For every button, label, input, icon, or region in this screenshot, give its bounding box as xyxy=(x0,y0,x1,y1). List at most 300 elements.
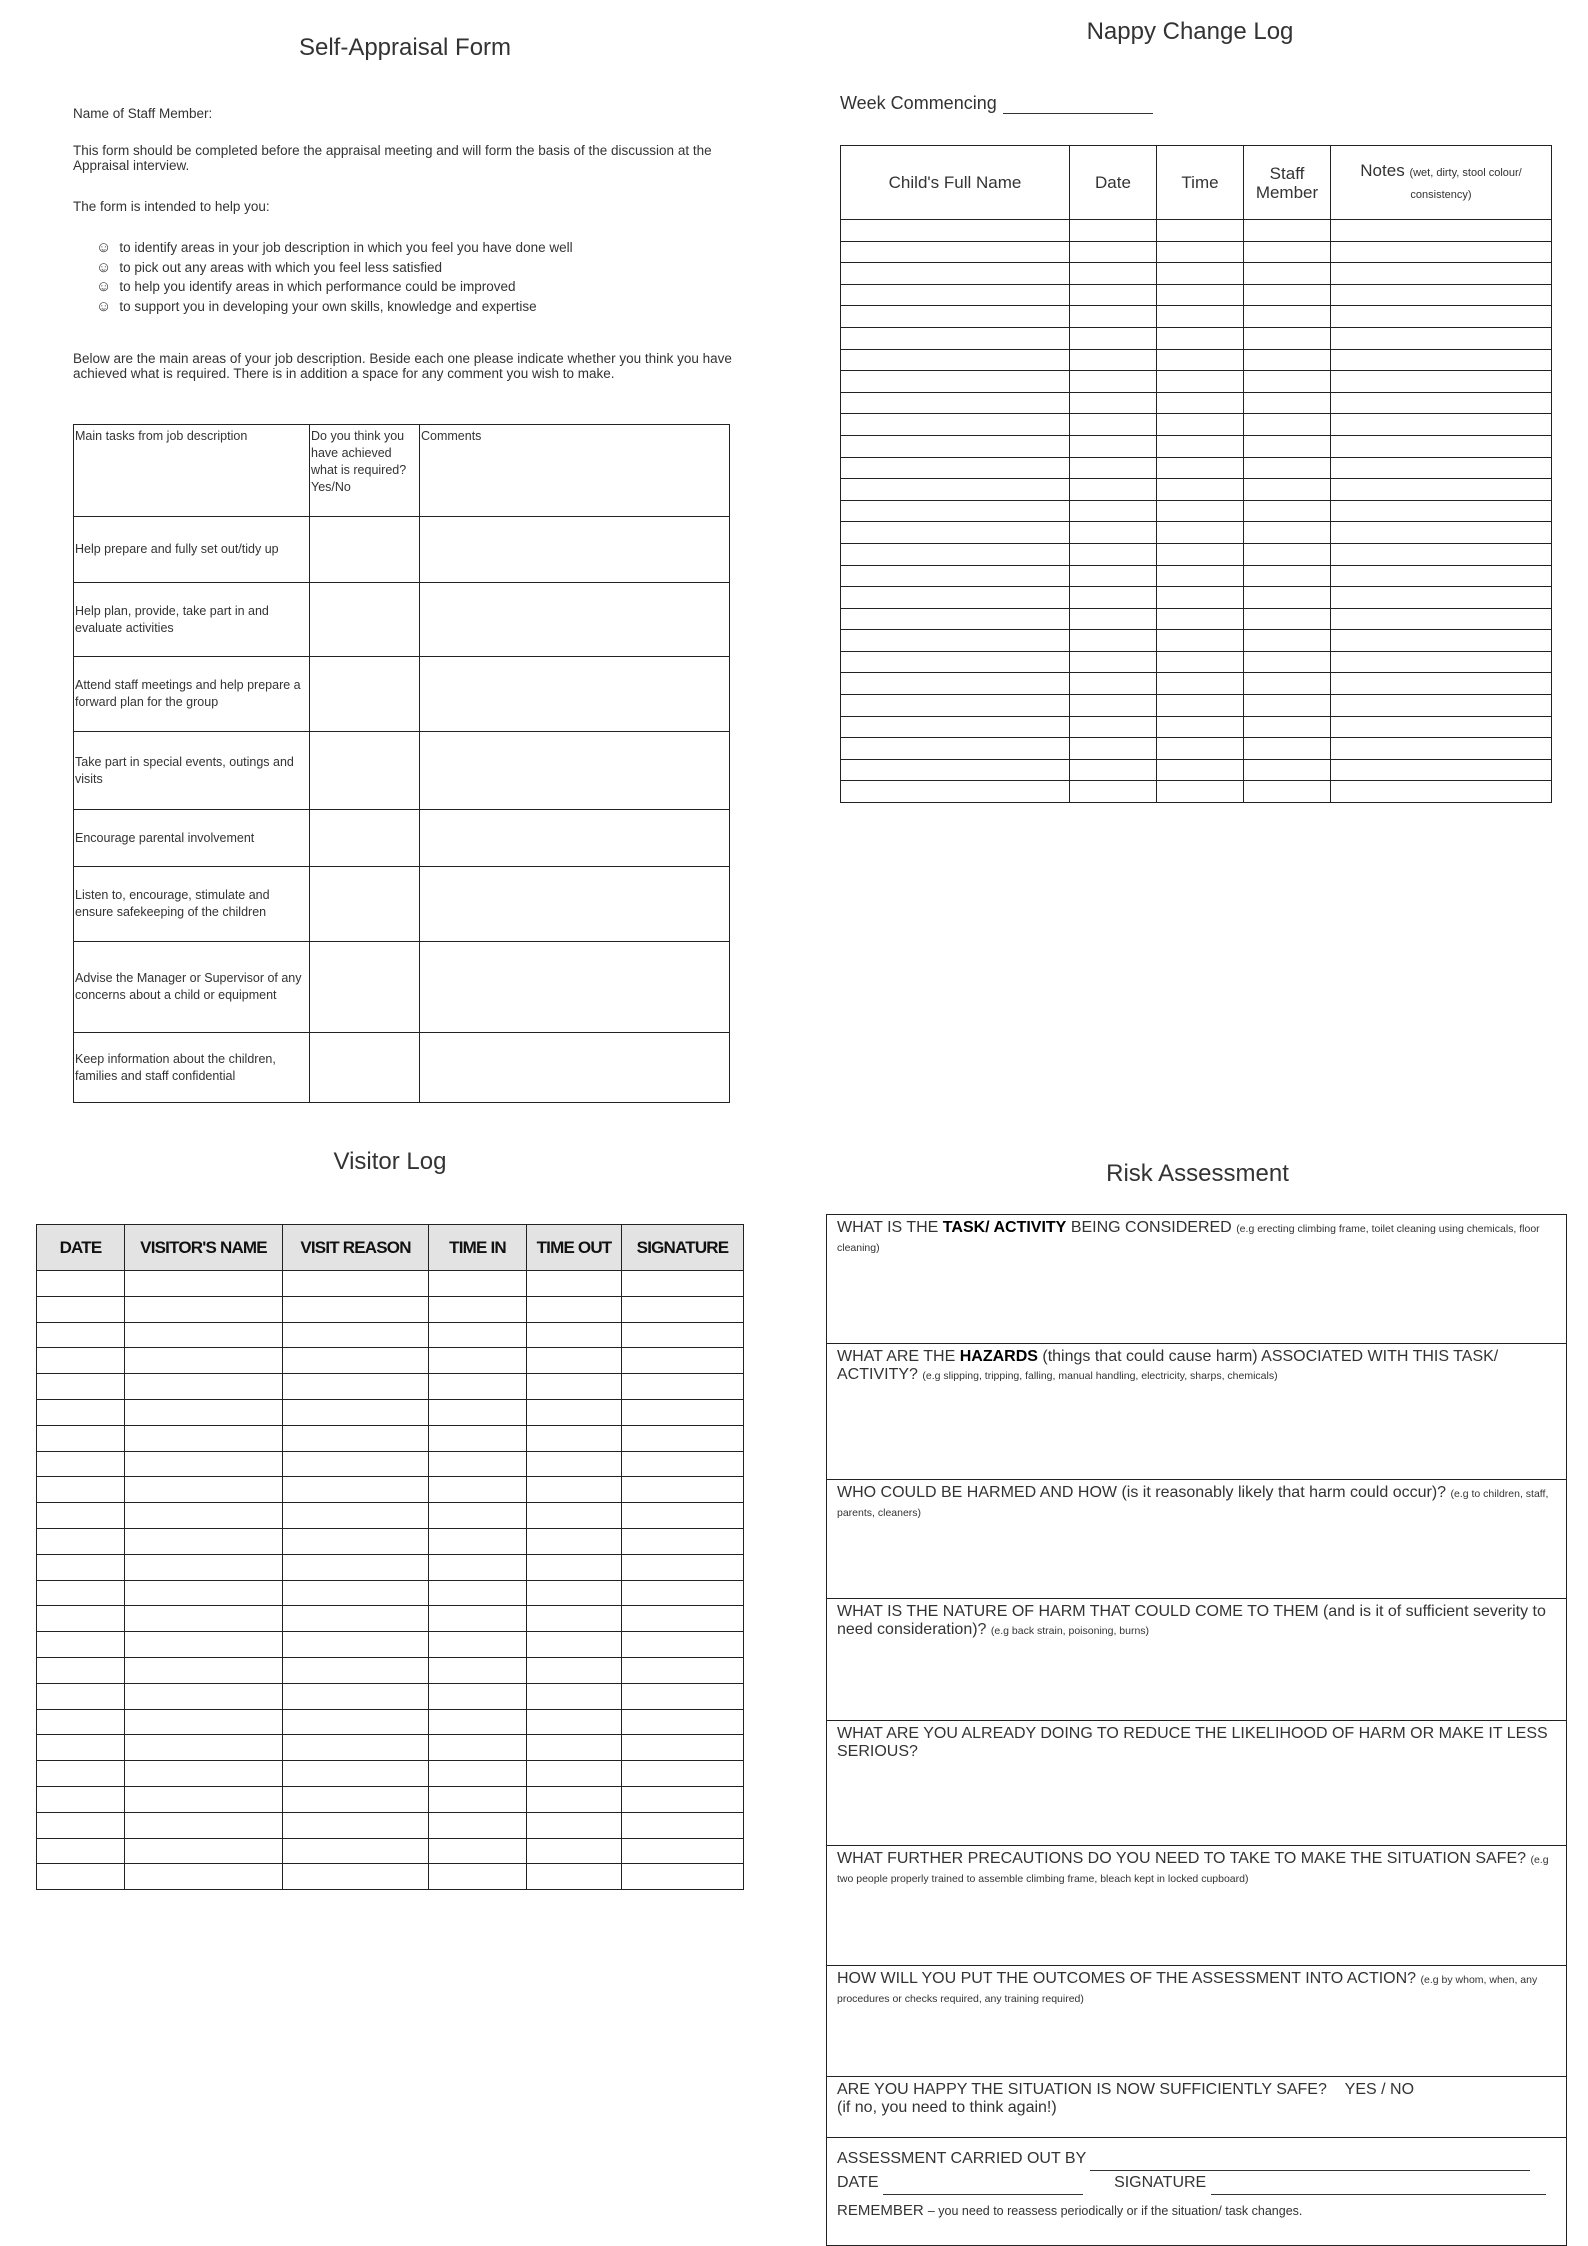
table-cell[interactable] xyxy=(283,1632,429,1658)
table-cell[interactable] xyxy=(622,1271,744,1297)
table-cell[interactable] xyxy=(1070,500,1157,522)
week-commencing-field[interactable] xyxy=(1003,95,1153,114)
table-cell[interactable] xyxy=(1157,306,1244,328)
table-cell[interactable] xyxy=(283,1503,429,1529)
table-cell[interactable] xyxy=(1331,695,1552,717)
table-cell[interactable] xyxy=(125,1864,283,1890)
signature-field[interactable] xyxy=(1211,2178,1546,2195)
table-cell[interactable] xyxy=(37,1554,125,1580)
table-cell[interactable] xyxy=(527,1271,622,1297)
table-cell[interactable] xyxy=(37,1864,125,1890)
table-cell[interactable] xyxy=(1070,738,1157,760)
table-cell[interactable] xyxy=(429,1451,527,1477)
table-cell[interactable] xyxy=(841,435,1070,457)
table-cell[interactable] xyxy=(37,1606,125,1632)
table-cell[interactable] xyxy=(841,651,1070,673)
table-cell[interactable] xyxy=(1157,479,1244,501)
table-cell[interactable] xyxy=(429,1683,527,1709)
comment-cell[interactable] xyxy=(420,810,730,867)
table-cell[interactable] xyxy=(527,1735,622,1761)
table-cell[interactable] xyxy=(1157,543,1244,565)
table-cell[interactable] xyxy=(1331,522,1552,544)
table-cell[interactable] xyxy=(1331,543,1552,565)
table-cell[interactable] xyxy=(429,1399,527,1425)
table-cell[interactable] xyxy=(283,1296,429,1322)
table-cell[interactable] xyxy=(527,1296,622,1322)
table-cell[interactable] xyxy=(125,1399,283,1425)
table-cell[interactable] xyxy=(1244,543,1331,565)
table-cell[interactable] xyxy=(622,1425,744,1451)
table-cell[interactable] xyxy=(622,1657,744,1683)
table-cell[interactable] xyxy=(1070,651,1157,673)
table-cell[interactable] xyxy=(527,1864,622,1890)
table-cell[interactable] xyxy=(1244,630,1331,652)
achieved-cell[interactable] xyxy=(310,810,420,867)
table-cell[interactable] xyxy=(1070,587,1157,609)
table-cell[interactable] xyxy=(429,1477,527,1503)
table-cell[interactable] xyxy=(841,738,1070,760)
table-cell[interactable] xyxy=(1070,457,1157,479)
table-cell[interactable] xyxy=(1157,522,1244,544)
table-cell[interactable] xyxy=(622,1761,744,1787)
table-cell[interactable] xyxy=(1157,759,1244,781)
table-cell[interactable] xyxy=(37,1657,125,1683)
table-cell[interactable] xyxy=(1331,241,1552,263)
table-cell[interactable] xyxy=(37,1838,125,1864)
table-cell[interactable] xyxy=(1331,500,1552,522)
table-cell[interactable] xyxy=(1244,349,1331,371)
table-cell[interactable] xyxy=(1157,284,1244,306)
table-cell[interactable] xyxy=(1070,435,1157,457)
table-cell[interactable] xyxy=(283,1477,429,1503)
table-cell[interactable] xyxy=(1157,435,1244,457)
table-cell[interactable] xyxy=(1157,738,1244,760)
table-cell[interactable] xyxy=(1157,716,1244,738)
table-cell[interactable] xyxy=(1157,349,1244,371)
table-cell[interactable] xyxy=(429,1709,527,1735)
table-cell[interactable] xyxy=(1331,306,1552,328)
table-cell[interactable] xyxy=(1157,263,1244,285)
table-cell[interactable] xyxy=(283,1554,429,1580)
comment-cell[interactable] xyxy=(420,583,730,657)
table-cell[interactable] xyxy=(1070,673,1157,695)
task-activity-section[interactable]: WHAT IS THE TASK/ ACTIVITY BEING CONSIDERED (e.g erecting climbing frame, toilet cleaning using chemicals, floor cleaning) xyxy=(827,1215,1566,1344)
table-cell[interactable] xyxy=(283,1657,429,1683)
table-cell[interactable] xyxy=(1070,284,1157,306)
table-cell[interactable] xyxy=(622,1632,744,1658)
table-cell[interactable] xyxy=(1244,673,1331,695)
table-cell[interactable] xyxy=(1070,392,1157,414)
table-cell[interactable] xyxy=(1157,651,1244,673)
table-cell[interactable] xyxy=(283,1451,429,1477)
table-cell[interactable] xyxy=(622,1683,744,1709)
table-cell[interactable] xyxy=(37,1425,125,1451)
table-cell[interactable] xyxy=(1244,263,1331,285)
table-cell[interactable] xyxy=(1070,630,1157,652)
table-cell[interactable] xyxy=(125,1838,283,1864)
table-cell[interactable] xyxy=(429,1606,527,1632)
table-cell[interactable] xyxy=(37,1503,125,1529)
table-cell[interactable] xyxy=(1244,479,1331,501)
table-cell[interactable] xyxy=(527,1348,622,1374)
further-precautions-section[interactable]: WHAT FURTHER PRECAUTIONS DO YOU NEED TO TAKE TO MAKE THE SITUATION SAFE? (e.g two people properly trained to assemble climbing frame, bleach kept in locked cupboard) xyxy=(827,1846,1566,1966)
table-cell[interactable] xyxy=(527,1812,622,1838)
achieved-cell[interactable] xyxy=(310,1033,420,1103)
table-cell[interactable] xyxy=(527,1451,622,1477)
table-cell[interactable] xyxy=(841,608,1070,630)
table-cell[interactable] xyxy=(527,1580,622,1606)
table-cell[interactable] xyxy=(283,1735,429,1761)
table-cell[interactable] xyxy=(125,1580,283,1606)
table-cell[interactable] xyxy=(1244,306,1331,328)
table-cell[interactable] xyxy=(1157,781,1244,803)
table-cell[interactable] xyxy=(37,1812,125,1838)
table-cell[interactable] xyxy=(429,1322,527,1348)
table-cell[interactable] xyxy=(622,1399,744,1425)
table-cell[interactable] xyxy=(841,392,1070,414)
table-cell[interactable] xyxy=(125,1296,283,1322)
table-cell[interactable] xyxy=(527,1632,622,1658)
table-cell[interactable] xyxy=(1157,241,1244,263)
table-cell[interactable] xyxy=(527,1477,622,1503)
table-cell[interactable] xyxy=(37,1761,125,1787)
table-cell[interactable] xyxy=(527,1657,622,1683)
table-cell[interactable] xyxy=(429,1348,527,1374)
table-cell[interactable] xyxy=(1157,327,1244,349)
comment-cell[interactable] xyxy=(420,942,730,1033)
table-cell[interactable] xyxy=(622,1864,744,1890)
table-cell[interactable] xyxy=(429,1374,527,1400)
table-cell[interactable] xyxy=(283,1683,429,1709)
table-cell[interactable] xyxy=(283,1786,429,1812)
table-cell[interactable] xyxy=(125,1348,283,1374)
table-cell[interactable] xyxy=(527,1528,622,1554)
table-cell[interactable] xyxy=(1331,349,1552,371)
table-cell[interactable] xyxy=(37,1348,125,1374)
table-cell[interactable] xyxy=(283,1864,429,1890)
table-cell[interactable] xyxy=(622,1348,744,1374)
table-cell[interactable] xyxy=(125,1322,283,1348)
table-cell[interactable] xyxy=(1331,327,1552,349)
table-cell[interactable] xyxy=(125,1451,283,1477)
table-cell[interactable] xyxy=(527,1606,622,1632)
table-cell[interactable] xyxy=(1244,414,1331,436)
table-cell[interactable] xyxy=(1157,414,1244,436)
table-cell[interactable] xyxy=(283,1580,429,1606)
table-cell[interactable] xyxy=(1157,500,1244,522)
table-cell[interactable] xyxy=(125,1709,283,1735)
table-cell[interactable] xyxy=(429,1786,527,1812)
table-cell[interactable] xyxy=(1244,738,1331,760)
table-cell[interactable] xyxy=(429,1838,527,1864)
table-cell[interactable] xyxy=(1331,781,1552,803)
table-cell[interactable] xyxy=(1157,565,1244,587)
table-cell[interactable] xyxy=(1070,479,1157,501)
table-cell[interactable] xyxy=(527,1554,622,1580)
table-cell[interactable] xyxy=(37,1735,125,1761)
table-cell[interactable] xyxy=(1244,392,1331,414)
table-cell[interactable] xyxy=(37,1271,125,1297)
table-cell[interactable] xyxy=(841,759,1070,781)
current-controls-section[interactable]: WHAT ARE YOU ALREADY DOING TO REDUCE THE LIKELIHOOD OF HARM OR MAKE IT LESS SERIOUS? xyxy=(827,1721,1566,1846)
table-cell[interactable] xyxy=(841,630,1070,652)
table-cell[interactable] xyxy=(841,673,1070,695)
table-cell[interactable] xyxy=(37,1528,125,1554)
table-cell[interactable] xyxy=(841,500,1070,522)
achieved-cell[interactable] xyxy=(310,583,420,657)
table-cell[interactable] xyxy=(429,1812,527,1838)
table-cell[interactable] xyxy=(527,1709,622,1735)
comment-cell[interactable] xyxy=(420,657,730,732)
table-cell[interactable] xyxy=(1331,457,1552,479)
table-cell[interactable] xyxy=(841,543,1070,565)
table-cell[interactable] xyxy=(622,1735,744,1761)
table-cell[interactable] xyxy=(1157,630,1244,652)
yes-no-options[interactable]: YES / NO xyxy=(1344,2081,1415,2098)
date-field[interactable] xyxy=(883,2178,1083,2195)
table-cell[interactable] xyxy=(622,1606,744,1632)
table-cell[interactable] xyxy=(1244,565,1331,587)
table-cell[interactable] xyxy=(283,1812,429,1838)
table-cell[interactable] xyxy=(1244,587,1331,609)
table-cell[interactable] xyxy=(527,1322,622,1348)
table-cell[interactable] xyxy=(841,220,1070,242)
table-cell[interactable] xyxy=(1070,608,1157,630)
table-cell[interactable] xyxy=(429,1735,527,1761)
table-cell[interactable] xyxy=(1070,695,1157,717)
table-cell[interactable] xyxy=(1331,565,1552,587)
table-cell[interactable] xyxy=(1244,716,1331,738)
table-cell[interactable] xyxy=(841,522,1070,544)
table-cell[interactable] xyxy=(1331,435,1552,457)
table-cell[interactable] xyxy=(841,327,1070,349)
table-cell[interactable] xyxy=(1331,284,1552,306)
table-cell[interactable] xyxy=(1157,371,1244,393)
table-cell[interactable] xyxy=(125,1735,283,1761)
table-cell[interactable] xyxy=(1070,371,1157,393)
table-cell[interactable] xyxy=(622,1580,744,1606)
table-cell[interactable] xyxy=(1244,284,1331,306)
table-cell[interactable] xyxy=(37,1632,125,1658)
comment-cell[interactable] xyxy=(420,1033,730,1103)
table-cell[interactable] xyxy=(841,284,1070,306)
table-cell[interactable] xyxy=(841,716,1070,738)
table-cell[interactable] xyxy=(1331,263,1552,285)
table-cell[interactable] xyxy=(622,1477,744,1503)
safety-confirmation-section[interactable]: ARE YOU HAPPY THE SITUATION IS NOW SUFFICIENTLY SAFE? YES / NO (if no, you need to think again!) xyxy=(827,2077,1566,2138)
table-cell[interactable] xyxy=(1244,608,1331,630)
table-cell[interactable] xyxy=(429,1554,527,1580)
achieved-cell[interactable] xyxy=(310,517,420,583)
table-cell[interactable] xyxy=(841,263,1070,285)
table-cell[interactable] xyxy=(283,1348,429,1374)
table-cell[interactable] xyxy=(841,306,1070,328)
table-cell[interactable] xyxy=(429,1425,527,1451)
table-cell[interactable] xyxy=(283,1838,429,1864)
table-cell[interactable] xyxy=(125,1425,283,1451)
table-cell[interactable] xyxy=(125,1786,283,1812)
nature-of-harm-section[interactable]: WHAT IS THE NATURE OF HARM THAT COULD COME TO THEM (and is it of sufficient severity to need consideration)? (e.g back strain, poisoning, burns) xyxy=(827,1599,1566,1721)
table-cell[interactable] xyxy=(1244,241,1331,263)
table-cell[interactable] xyxy=(1157,220,1244,242)
table-cell[interactable] xyxy=(527,1761,622,1787)
table-cell[interactable] xyxy=(841,587,1070,609)
table-cell[interactable] xyxy=(1157,695,1244,717)
table-cell[interactable] xyxy=(1070,220,1157,242)
table-cell[interactable] xyxy=(125,1632,283,1658)
table-cell[interactable] xyxy=(622,1528,744,1554)
comment-cell[interactable] xyxy=(420,732,730,810)
table-cell[interactable] xyxy=(1331,479,1552,501)
table-cell[interactable] xyxy=(429,1503,527,1529)
table-cell[interactable] xyxy=(1331,392,1552,414)
achieved-cell[interactable] xyxy=(310,657,420,732)
table-cell[interactable] xyxy=(841,781,1070,803)
table-cell[interactable] xyxy=(622,1812,744,1838)
table-cell[interactable] xyxy=(1244,435,1331,457)
table-cell[interactable] xyxy=(283,1761,429,1787)
table-cell[interactable] xyxy=(37,1786,125,1812)
table-cell[interactable] xyxy=(37,1477,125,1503)
table-cell[interactable] xyxy=(1244,500,1331,522)
table-cell[interactable] xyxy=(841,414,1070,436)
table-cell[interactable] xyxy=(622,1503,744,1529)
table-cell[interactable] xyxy=(37,1683,125,1709)
table-cell[interactable] xyxy=(527,1838,622,1864)
table-cell[interactable] xyxy=(1331,651,1552,673)
table-cell[interactable] xyxy=(1244,651,1331,673)
table-cell[interactable] xyxy=(1070,716,1157,738)
table-cell[interactable] xyxy=(1070,263,1157,285)
table-cell[interactable] xyxy=(841,349,1070,371)
table-cell[interactable] xyxy=(841,241,1070,263)
table-cell[interactable] xyxy=(125,1683,283,1709)
table-cell[interactable] xyxy=(283,1374,429,1400)
table-cell[interactable] xyxy=(622,1786,744,1812)
table-cell[interactable] xyxy=(429,1271,527,1297)
table-cell[interactable] xyxy=(1070,565,1157,587)
table-cell[interactable] xyxy=(125,1528,283,1554)
table-cell[interactable] xyxy=(283,1709,429,1735)
table-cell[interactable] xyxy=(1157,587,1244,609)
table-cell[interactable] xyxy=(527,1786,622,1812)
table-cell[interactable] xyxy=(283,1322,429,1348)
table-cell[interactable] xyxy=(125,1374,283,1400)
table-cell[interactable] xyxy=(283,1528,429,1554)
table-cell[interactable] xyxy=(622,1322,744,1348)
table-cell[interactable] xyxy=(283,1399,429,1425)
table-cell[interactable] xyxy=(1331,738,1552,760)
table-cell[interactable] xyxy=(622,1296,744,1322)
table-cell[interactable] xyxy=(1070,759,1157,781)
achieved-cell[interactable] xyxy=(310,942,420,1033)
table-cell[interactable] xyxy=(283,1425,429,1451)
table-cell[interactable] xyxy=(1331,673,1552,695)
carried-out-field[interactable] xyxy=(1090,2154,1530,2171)
achieved-cell[interactable] xyxy=(310,732,420,810)
table-cell[interactable] xyxy=(429,1632,527,1658)
table-cell[interactable] xyxy=(527,1399,622,1425)
table-cell[interactable] xyxy=(527,1374,622,1400)
table-cell[interactable] xyxy=(1157,673,1244,695)
table-cell[interactable] xyxy=(1331,716,1552,738)
table-cell[interactable] xyxy=(283,1606,429,1632)
table-cell[interactable] xyxy=(1244,522,1331,544)
who-harmed-section[interactable]: WHO COULD BE HARMED AND HOW (is it reasonably likely that harm could occur)? (e.g to children, staff, parents, cleaners) xyxy=(827,1480,1566,1599)
table-cell[interactable] xyxy=(37,1709,125,1735)
table-cell[interactable] xyxy=(1244,695,1331,717)
table-cell[interactable] xyxy=(125,1657,283,1683)
table-cell[interactable] xyxy=(1157,392,1244,414)
table-cell[interactable] xyxy=(1331,587,1552,609)
table-cell[interactable] xyxy=(37,1374,125,1400)
table-cell[interactable] xyxy=(1244,371,1331,393)
table-cell[interactable] xyxy=(125,1554,283,1580)
table-cell[interactable] xyxy=(1070,349,1157,371)
table-cell[interactable] xyxy=(527,1425,622,1451)
table-cell[interactable] xyxy=(429,1296,527,1322)
table-cell[interactable] xyxy=(37,1399,125,1425)
table-cell[interactable] xyxy=(125,1503,283,1529)
table-cell[interactable] xyxy=(527,1683,622,1709)
table-cell[interactable] xyxy=(125,1271,283,1297)
comment-cell[interactable] xyxy=(420,867,730,942)
table-cell[interactable] xyxy=(125,1812,283,1838)
table-cell[interactable] xyxy=(841,479,1070,501)
table-cell[interactable] xyxy=(1331,608,1552,630)
table-cell[interactable] xyxy=(429,1761,527,1787)
table-cell[interactable] xyxy=(1331,220,1552,242)
table-cell[interactable] xyxy=(1244,220,1331,242)
action-outcomes-section[interactable]: HOW WILL YOU PUT THE OUTCOMES OF THE ASSESSMENT INTO ACTION? (e.g by whom, when, any procedures or checks required, any training required) xyxy=(827,1966,1566,2077)
table-cell[interactable] xyxy=(622,1374,744,1400)
table-cell[interactable] xyxy=(1244,759,1331,781)
hazards-section[interactable]: WHAT ARE THE HAZARDS (things that could cause harm) ASSOCIATED WITH THIS TASK/ ACTIVITY? (e.g slipping, tripping, falling, manual handling, electricity, sharps, chemicals) xyxy=(827,1344,1566,1480)
table-cell[interactable] xyxy=(622,1554,744,1580)
table-cell[interactable] xyxy=(1070,306,1157,328)
table-cell[interactable] xyxy=(527,1503,622,1529)
table-cell[interactable] xyxy=(37,1580,125,1606)
table-cell[interactable] xyxy=(622,1709,744,1735)
table-cell[interactable] xyxy=(125,1477,283,1503)
table-cell[interactable] xyxy=(125,1606,283,1632)
table-cell[interactable] xyxy=(841,695,1070,717)
table-cell[interactable] xyxy=(622,1451,744,1477)
table-cell[interactable] xyxy=(429,1580,527,1606)
table-cell[interactable] xyxy=(1331,371,1552,393)
table-cell[interactable] xyxy=(1331,414,1552,436)
table-cell[interactable] xyxy=(1331,630,1552,652)
table-cell[interactable] xyxy=(429,1864,527,1890)
table-cell[interactable] xyxy=(37,1451,125,1477)
table-cell[interactable] xyxy=(841,371,1070,393)
table-cell[interactable] xyxy=(841,457,1070,479)
table-cell[interactable] xyxy=(1157,457,1244,479)
table-cell[interactable] xyxy=(125,1761,283,1787)
table-cell[interactable] xyxy=(841,565,1070,587)
table-cell[interactable] xyxy=(1070,241,1157,263)
table-cell[interactable] xyxy=(429,1657,527,1683)
table-cell[interactable] xyxy=(1070,522,1157,544)
table-cell[interactable] xyxy=(1070,781,1157,803)
table-cell[interactable] xyxy=(1244,327,1331,349)
table-cell[interactable] xyxy=(1070,414,1157,436)
table-cell[interactable] xyxy=(429,1528,527,1554)
table-cell[interactable] xyxy=(283,1271,429,1297)
table-cell[interactable] xyxy=(1157,608,1244,630)
comment-cell[interactable] xyxy=(420,517,730,583)
table-cell[interactable] xyxy=(1070,543,1157,565)
